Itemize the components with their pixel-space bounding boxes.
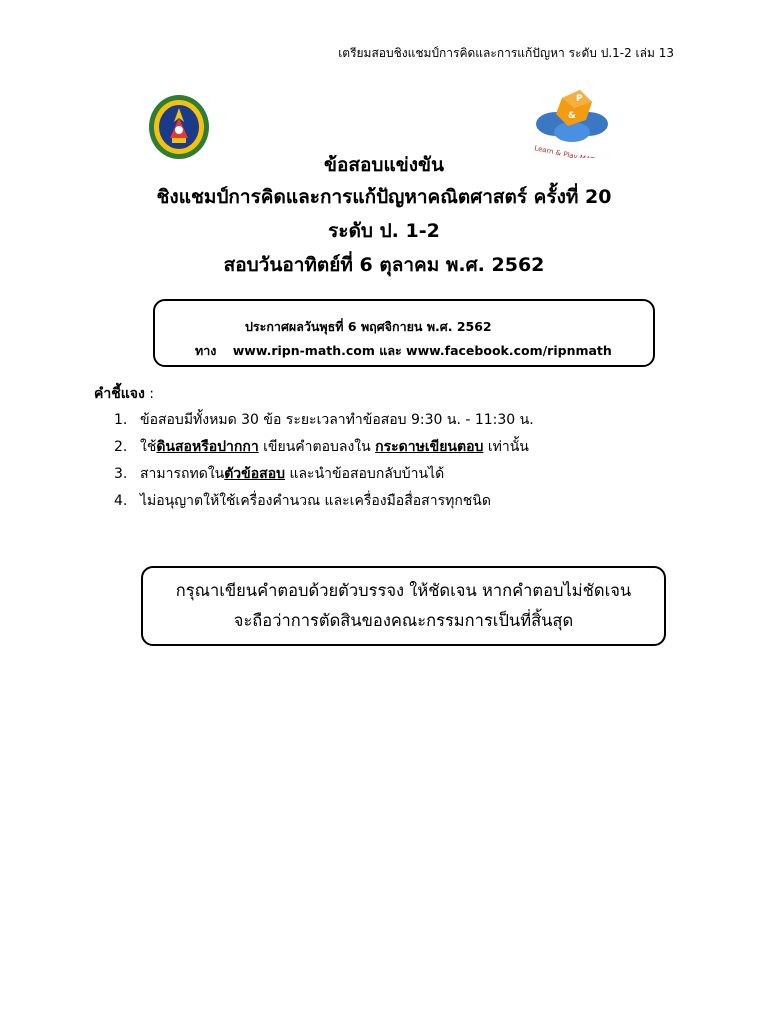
mathgroup-logo bbox=[526, 86, 620, 158]
exam-date: สอบวันอาทิตย์ที่ 6 ตุลาคม พ.ศ. 2562 bbox=[223, 254, 545, 276]
instruction-item: 4. ไม่อนุญาตให้ใช้เครื่องคำนวณ และเครื่องมือสื่อสารทุกชนิด bbox=[114, 493, 491, 509]
notice-box bbox=[141, 566, 666, 646]
announcement-links bbox=[195, 341, 612, 361]
announcement-urls[interactable]: www.ripn-math.com และ www.facebook.com/ripnmath bbox=[232, 343, 612, 358]
notice-line-1: กรุณาเขียนคำตอบด้วยตัวบรรจง ให้ชัดเจน หากคำตอบไม่ชัดเจน bbox=[175, 581, 632, 600]
announcement-date: ประกาศผลวันพุธที่ 6 พฤศจิกายน พ.ศ. 2562 bbox=[245, 319, 492, 334]
instructions-heading: คำชี้แจง : bbox=[94, 386, 154, 402]
grade-level: ระดับ ป. 1-2 bbox=[328, 220, 440, 242]
instruction-item: 1. ข้อสอบมีทั้งหมด 30 ข้อ ระยะเวลาทำข้อสอบ 9:30 น. - 11:30 น. bbox=[114, 412, 534, 428]
instruction-item: 2. ใช้ดินสอหรือปากกา เขียนคำตอบลงใน กระดาษเขียนตอบ เท่านั้น bbox=[114, 439, 529, 455]
running-header: เตรียมสอบชิงแชมป์การคิดและการแก้ปัญหา ระดับ ป.1-2 เล่ม 13 bbox=[338, 46, 674, 60]
competition-name: ชิงแชมป์การคิดและการแก้ปัญหาคณิตศาสตร์ ครั้งที่ 20 bbox=[156, 186, 612, 208]
instructions-list bbox=[114, 407, 534, 515]
announcement-box bbox=[153, 299, 655, 367]
instruction-item: 3. สามารถทดในตัวข้อสอบ และนำข้อสอบกลับบ้านได้ bbox=[114, 466, 445, 482]
mathgroup-logo-text: Learn & Play MATHGROUP bbox=[533, 144, 620, 158]
exam-title: ข้อสอบแข่งขัน bbox=[324, 154, 444, 176]
announcement-via: ทาง bbox=[195, 343, 217, 358]
notice-line-2: จะถือว่าการตัดสินของคณะกรรมการเป็นที่สิ้นสุด bbox=[233, 611, 574, 630]
svg-text:P: P bbox=[576, 94, 583, 104]
svg-text:&: & bbox=[568, 111, 576, 121]
